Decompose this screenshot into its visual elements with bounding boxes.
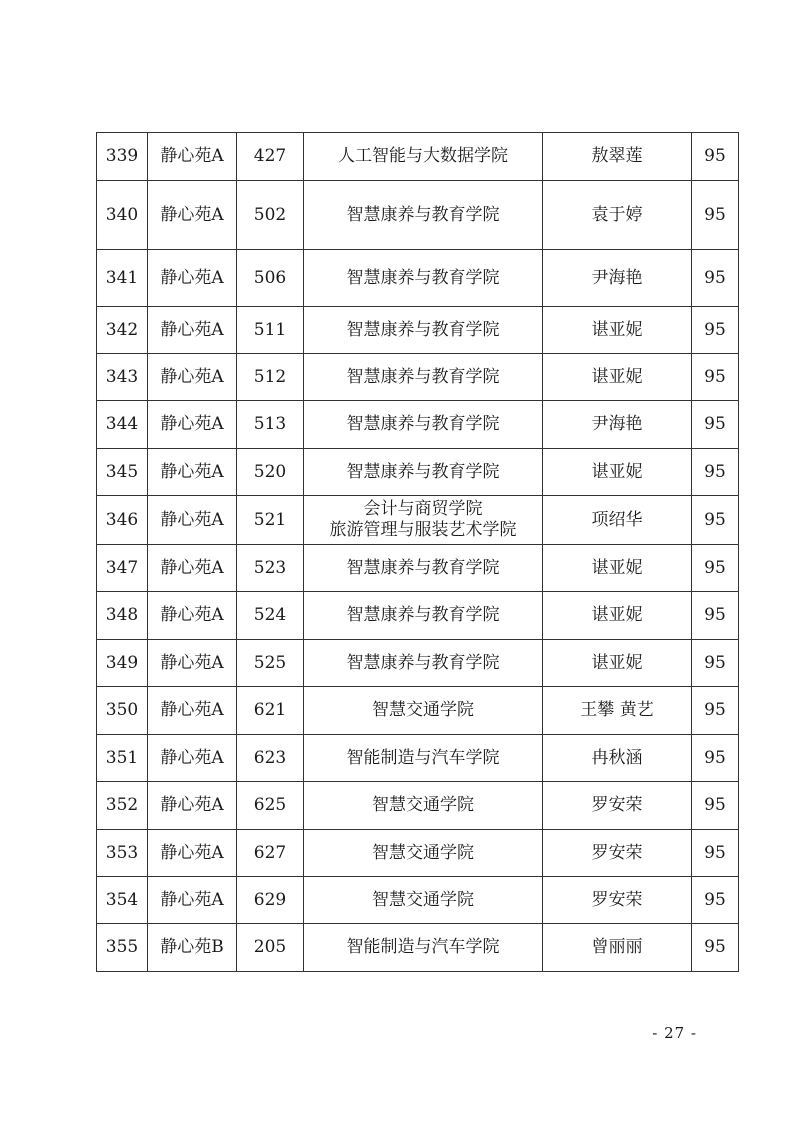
room-cell: 512 bbox=[237, 354, 304, 401]
room-cell: 524 bbox=[237, 592, 304, 640]
room-cell: 513 bbox=[237, 401, 304, 449]
inspector-name-cell: 曾丽丽 bbox=[543, 924, 692, 972]
inspector-name-cell: 尹海艳 bbox=[543, 401, 692, 449]
score-cell: 95 bbox=[692, 924, 739, 972]
college-cell bbox=[304, 592, 543, 640]
college-line: 智慧康养与教育学院 bbox=[346, 414, 500, 434]
college-line: 智慧康养与教育学院 bbox=[346, 461, 500, 482]
building-cell: 静心苑A bbox=[148, 307, 237, 354]
table-row bbox=[97, 133, 739, 181]
room-cell: 621 bbox=[237, 687, 304, 735]
score-cell: 95 bbox=[692, 250, 739, 307]
room-cell: 627 bbox=[237, 830, 304, 877]
college-cell bbox=[304, 924, 543, 972]
building-cell: 静心苑A bbox=[148, 830, 237, 877]
college-cell bbox=[304, 877, 543, 924]
building-cell: 静心苑A bbox=[148, 133, 237, 181]
room-cell: 511 bbox=[237, 307, 304, 354]
inspector-name-cell: 罗安荣 bbox=[543, 877, 692, 924]
score-cell: 95 bbox=[692, 830, 739, 877]
score-cell: 95 bbox=[692, 592, 739, 640]
table-body bbox=[97, 133, 739, 972]
college-cell bbox=[304, 496, 543, 545]
score-cell: 95 bbox=[692, 735, 739, 782]
inspector-name-cell: 谌亚妮 bbox=[543, 545, 692, 592]
room-cell: 629 bbox=[237, 877, 304, 924]
inspector-name-cell: 谌亚妮 bbox=[543, 640, 692, 687]
college-cell bbox=[304, 735, 543, 782]
table-row bbox=[97, 449, 739, 496]
building-cell: 静心苑A bbox=[148, 401, 237, 449]
table-row bbox=[97, 687, 739, 735]
row-number: 351 bbox=[97, 735, 148, 782]
college-cell bbox=[304, 401, 543, 449]
room-cell: 521 bbox=[237, 496, 304, 545]
inspector-name-cell: 谌亚妮 bbox=[543, 354, 692, 401]
college-cell bbox=[304, 782, 543, 830]
row-number: 348 bbox=[97, 592, 148, 640]
building-cell: 静心苑A bbox=[148, 354, 237, 401]
building-cell: 静心苑A bbox=[148, 496, 237, 545]
score-cell: 95 bbox=[692, 640, 739, 687]
inspector-name-cell: 尹海艳 bbox=[543, 250, 692, 307]
table-row bbox=[97, 307, 739, 354]
room-cell: 520 bbox=[237, 449, 304, 496]
score-cell: 95 bbox=[692, 181, 739, 250]
inspector-name-cell: 罗安荣 bbox=[543, 782, 692, 830]
row-number: 353 bbox=[97, 830, 148, 877]
college-line: 智慧康养与教育学院 bbox=[346, 267, 500, 288]
college-line: 智慧交通学院 bbox=[372, 795, 474, 815]
college-line: 智慧交通学院 bbox=[372, 700, 474, 720]
room-cell: 625 bbox=[237, 782, 304, 830]
table-row bbox=[97, 545, 739, 592]
inspector-name-cell: 袁于婷 bbox=[543, 181, 692, 250]
building-cell: 静心苑A bbox=[148, 640, 237, 687]
college-line: 智能制造与汽车学院 bbox=[346, 937, 500, 957]
table-row bbox=[97, 496, 739, 545]
room-cell: 523 bbox=[237, 545, 304, 592]
score-cell: 95 bbox=[692, 449, 739, 496]
score-cell: 95 bbox=[692, 354, 739, 401]
score-cell: 95 bbox=[692, 307, 739, 354]
college-line: 智慧康养与教育学院 bbox=[346, 557, 500, 578]
inspector-name-cell: 谌亚妮 bbox=[543, 449, 692, 496]
college-cell bbox=[304, 545, 543, 592]
college-cell bbox=[304, 133, 543, 181]
row-number: 352 bbox=[97, 782, 148, 830]
row-number: 349 bbox=[97, 640, 148, 687]
room-cell: 205 bbox=[237, 924, 304, 972]
row-number: 340 bbox=[97, 181, 148, 250]
inspector-name-cell: 谌亚妮 bbox=[543, 307, 692, 354]
page-number: - 27 - bbox=[652, 1024, 697, 1042]
building-cell: 静心苑A bbox=[148, 181, 237, 250]
college-cell bbox=[304, 449, 543, 496]
room-cell: 427 bbox=[237, 133, 304, 181]
score-cell: 95 bbox=[692, 133, 739, 181]
college-line: 智慧交通学院 bbox=[372, 842, 474, 863]
building-cell: 静心苑A bbox=[148, 687, 237, 735]
score-cell: 95 bbox=[692, 401, 739, 449]
row-number: 341 bbox=[97, 250, 148, 307]
score-cell: 95 bbox=[692, 782, 739, 830]
college-cell bbox=[304, 250, 543, 307]
row-number: 344 bbox=[97, 401, 148, 449]
dormitory-score-table bbox=[96, 132, 739, 972]
row-number: 339 bbox=[97, 133, 148, 181]
building-cell: 静心苑A bbox=[148, 250, 237, 307]
table-row bbox=[97, 250, 739, 307]
college-line: 旅游管理与服装艺术学院 bbox=[329, 520, 517, 540]
table-row bbox=[97, 735, 739, 782]
college-line: 智慧康养与教育学院 bbox=[346, 605, 500, 625]
room-cell: 502 bbox=[237, 181, 304, 250]
table-row bbox=[97, 640, 739, 687]
table-row bbox=[97, 830, 739, 877]
college-cell bbox=[304, 830, 543, 877]
row-number: 343 bbox=[97, 354, 148, 401]
row-number: 345 bbox=[97, 449, 148, 496]
room-cell: 506 bbox=[237, 250, 304, 307]
college-line: 智能制造与汽车学院 bbox=[346, 747, 500, 768]
row-number: 346 bbox=[97, 496, 148, 545]
college-line: 智慧康养与教育学院 bbox=[346, 319, 500, 340]
college-cell bbox=[304, 687, 543, 735]
college-line: 智慧康养与教育学院 bbox=[346, 652, 500, 673]
row-number: 347 bbox=[97, 545, 148, 592]
table-row bbox=[97, 877, 739, 924]
college-cell bbox=[304, 354, 543, 401]
inspector-name-cell: 敖翠莲 bbox=[543, 133, 692, 181]
building-cell: 静心苑A bbox=[148, 592, 237, 640]
inspector-name-cell: 谌亚妮 bbox=[543, 592, 692, 640]
score-cell: 95 bbox=[692, 877, 739, 924]
college-cell bbox=[304, 640, 543, 687]
table-row bbox=[97, 181, 739, 250]
table-row bbox=[97, 401, 739, 449]
building-cell: 静心苑A bbox=[148, 782, 237, 830]
table-row bbox=[97, 354, 739, 401]
college-cell bbox=[304, 181, 543, 250]
college-line: 智慧交通学院 bbox=[372, 889, 474, 910]
row-number: 355 bbox=[97, 924, 148, 972]
inspector-name-cell: 王攀 黄艺 bbox=[543, 687, 692, 735]
room-cell: 525 bbox=[237, 640, 304, 687]
inspector-name-cell: 罗安荣 bbox=[543, 830, 692, 877]
inspector-name-cell: 冉秋涵 bbox=[543, 735, 692, 782]
table-row bbox=[97, 592, 739, 640]
college-line: 人工智能与大数据学院 bbox=[338, 146, 508, 166]
building-cell: 静心苑A bbox=[148, 449, 237, 496]
college-line: 智慧康养与教育学院 bbox=[346, 366, 500, 387]
building-cell: 静心苑A bbox=[148, 735, 237, 782]
building-cell: 静心苑A bbox=[148, 545, 237, 592]
score-cell: 95 bbox=[692, 687, 739, 735]
row-number: 342 bbox=[97, 307, 148, 354]
row-number: 350 bbox=[97, 687, 148, 735]
building-cell: 静心苑B bbox=[148, 924, 237, 972]
score-cell: 95 bbox=[692, 496, 739, 545]
college-line: 会计与商贸学院 bbox=[363, 499, 483, 519]
inspector-name-cell: 项绍华 bbox=[543, 496, 692, 545]
building-cell: 静心苑A bbox=[148, 877, 237, 924]
score-cell: 95 bbox=[692, 545, 739, 592]
row-number: 354 bbox=[97, 877, 148, 924]
college-line: 智慧康养与教育学院 bbox=[346, 204, 500, 225]
college-cell bbox=[304, 307, 543, 354]
table-row bbox=[97, 924, 739, 972]
table-row bbox=[97, 782, 739, 830]
room-cell: 623 bbox=[237, 735, 304, 782]
